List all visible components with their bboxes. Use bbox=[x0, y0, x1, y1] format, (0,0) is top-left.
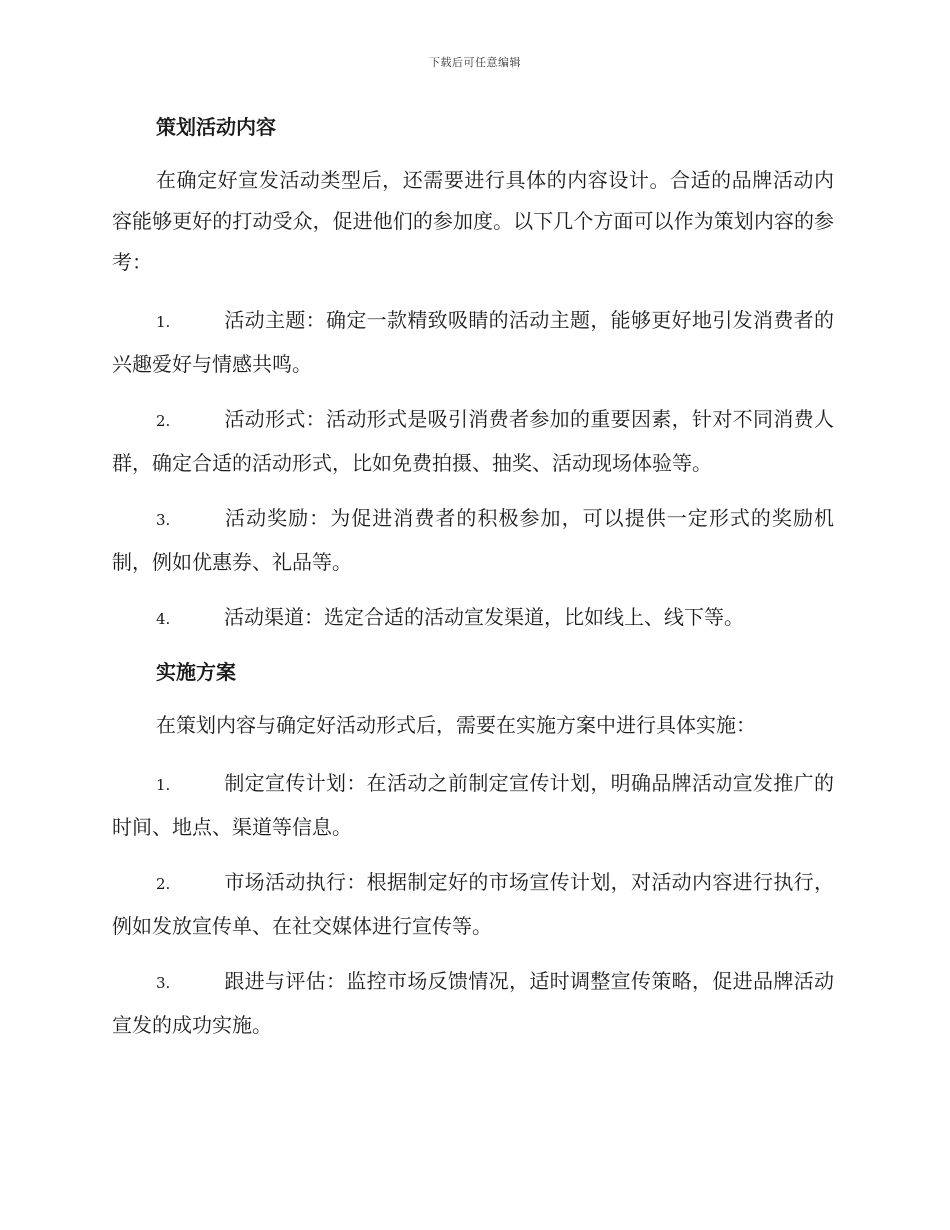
list-item bbox=[112, 960, 834, 1046]
page-header: 下载后可任意编辑 bbox=[429, 56, 521, 69]
list-item bbox=[112, 497, 834, 583]
list-item-number: 4. bbox=[156, 610, 171, 628]
list-item-text: 跟进与评估：监控市场反馈情况，适时调整宣传策略，促进品牌活动宣发的成功实施。 bbox=[112, 969, 834, 1037]
list-item-text: 活动主题：确定一款精致吸睛的活动主题，能够更好地引发消费者的兴趣爱好与情感共鸣。 bbox=[112, 308, 834, 376]
list-item bbox=[112, 762, 834, 848]
list-item-text: 活动形式：活动形式是吸引消费者参加的重要因素，针对不同消费人群，确定合适的活动形式，比如免费拍摄、抽奖、活动现场体验等。 bbox=[112, 407, 834, 475]
list-item-number: 3. bbox=[156, 974, 171, 992]
list-item bbox=[112, 861, 834, 947]
section-intro-planning: 在确定好宣发活动类型后，还需要进行具体的内容设计。合适的品牌活动内容能够更好的打动受众，促进他们的参加度。以下几个方面可以作为策划内容的参考： bbox=[112, 168, 834, 274]
section-heading-planning: 策划活动内容 bbox=[156, 115, 276, 139]
list-item-text: 市场活动执行：根据制定好的市场宣传计划，对活动内容进行执行，例如发放宣传单、在社交媒体进行宣传等。 bbox=[112, 870, 834, 938]
section-heading-implementation: 实施方案 bbox=[156, 660, 236, 684]
section-intro-implementation: 在策划内容与确定好活动形式后，需要在实施方案中进行具体实施： bbox=[156, 713, 756, 737]
list-item bbox=[112, 398, 834, 484]
list-item-number: 3. bbox=[156, 511, 171, 529]
list-item-text: 制定宣传计划：在活动之前制定宣传计划，明确品牌活动宣发推广的时间、地点、渠道等信息。 bbox=[112, 771, 834, 839]
list-item-text: 活动渠道：选定合适的活动宣发渠道，比如线上、线下等。 bbox=[224, 605, 744, 629]
document-body bbox=[112, 108, 834, 1059]
list-item-number: 1. bbox=[156, 776, 171, 794]
list-item-text: 活动奖励：为促进消费者的积极参加，可以提供一定形式的奖励机制，例如优惠券、礼品等。 bbox=[112, 506, 834, 574]
list-item bbox=[112, 299, 834, 385]
list-item-number: 1. bbox=[156, 313, 171, 331]
list-item bbox=[112, 596, 834, 640]
list-item-number: 2. bbox=[156, 875, 171, 893]
list-item-number: 2. bbox=[156, 412, 171, 430]
